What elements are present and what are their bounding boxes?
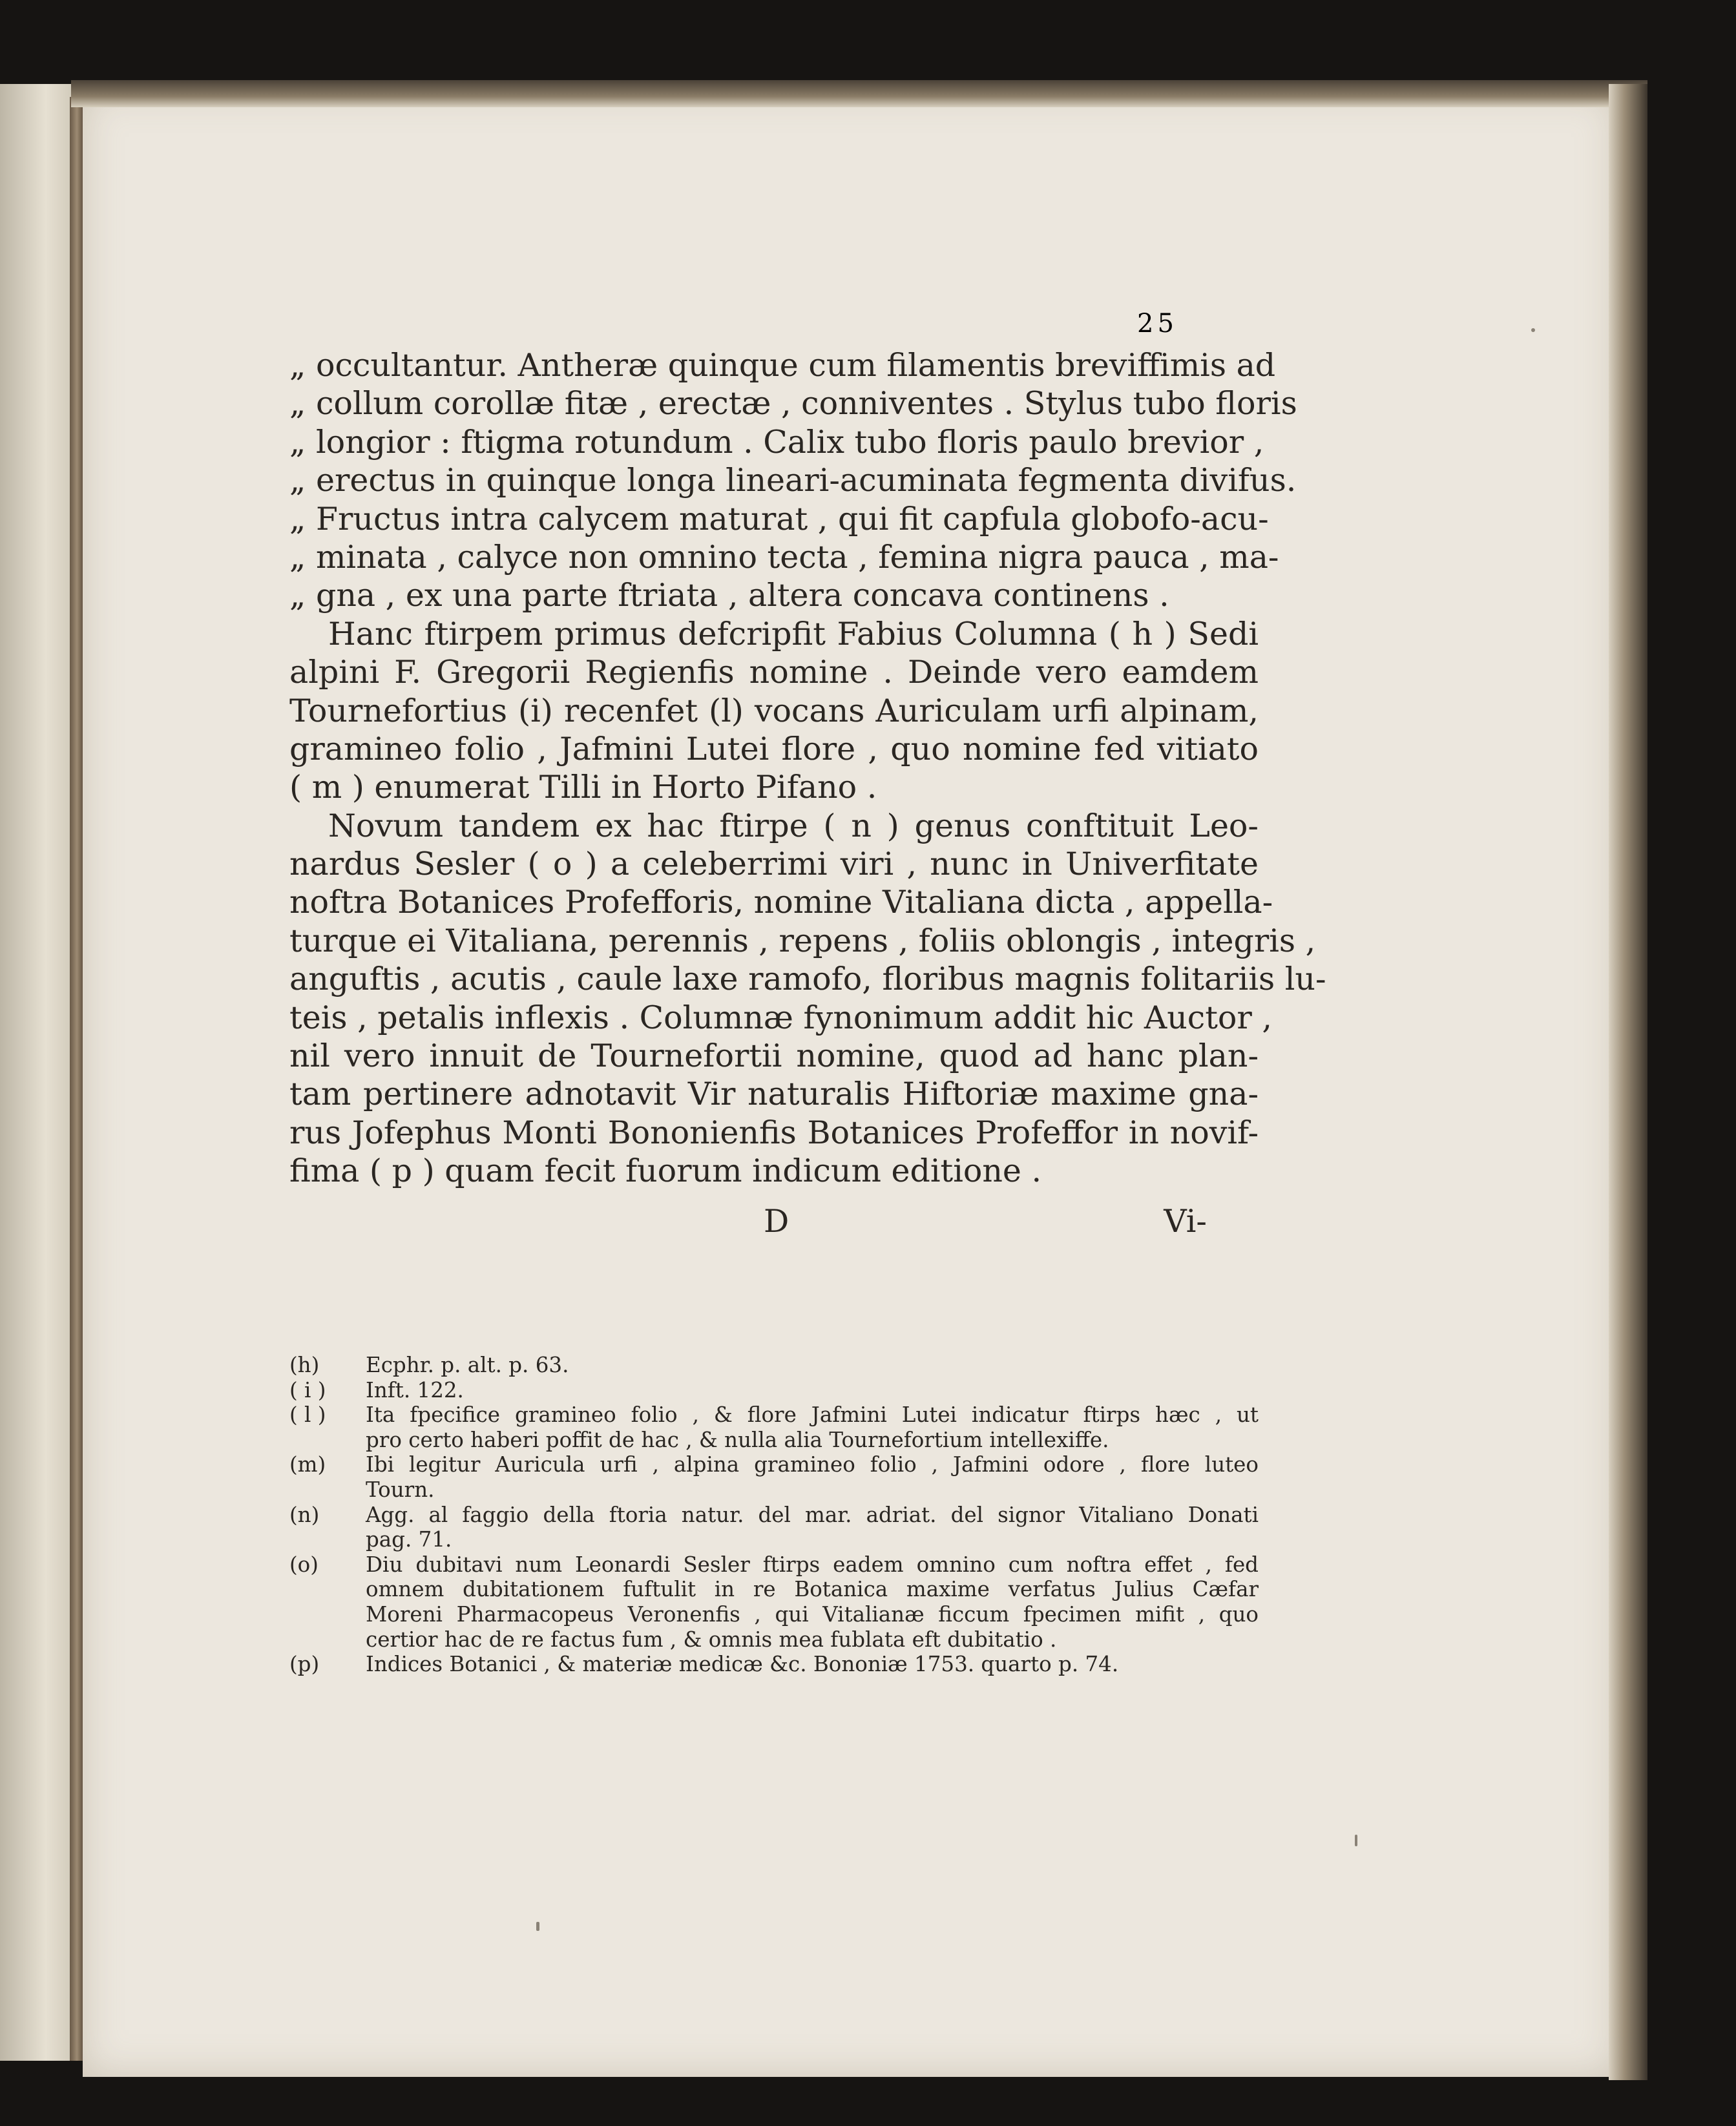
- text-line: ( m ) enumerat Tilli in Horto Pifano .: [289, 769, 877, 806]
- footnotes: [289, 1353, 1259, 1677]
- left-page-edge: [0, 84, 76, 2061]
- paper-speck: [536, 1922, 539, 1931]
- footnote-line: Ita fpecifice gramineo folio , & flore Jafmini Lutei indicatur ftirps hæc , ut: [366, 1402, 1259, 1428]
- text-line: nil vero innuit de Tournefortii nomine, quod ad hanc plan-: [289, 1037, 1259, 1075]
- page-fore-edge: [1609, 84, 1647, 2080]
- text-line: Novum tandem ex hac ftirpe ( n ) genus conftituit Leo-: [328, 807, 1259, 844]
- paper-speck: [1531, 328, 1535, 332]
- footnote-marker: (p): [289, 1652, 320, 1677]
- footnote-line: Inft. 122.: [366, 1377, 464, 1402]
- main-text: [289, 346, 1326, 1191]
- footnote-line: Ecphr. p. alt. p. 63.: [366, 1353, 569, 1377]
- footnote-line: omnem dubitationem fuftulit in re Botanica maxime verfatus Julius Cæfar: [366, 1577, 1259, 1602]
- text-line: fima ( p ) quam fecit fuorum indicum editione .: [289, 1152, 1042, 1190]
- text-line: teis , petalis inflexis . Columnæ fynonimum addit hic Auctor ,: [289, 999, 1272, 1036]
- text-line: rus Jofephus Monti Bononienfis Botanices Profeffor in novif-: [289, 1114, 1259, 1151]
- footnote: [289, 1452, 1259, 1502]
- text-line: „ occultantur. Antheræ quinque cum filamentis breviffimis ad: [289, 347, 1276, 384]
- text-line: alpini F. Gregorii Regienfis nomine . Deinde vero eamdem: [289, 654, 1259, 691]
- footnote-line: certior hac de re factus fum , & omnis mea fublata eft dubitatio .: [366, 1627, 1057, 1652]
- footnote: [289, 1503, 1259, 1552]
- page-number: 25: [1137, 309, 1178, 339]
- footnote-marker: (m): [289, 1452, 326, 1477]
- text-line: „ collum corollæ fitæ , erectæ , conniventes . Stylus tubo floris: [289, 385, 1297, 422]
- text-line: nardus Sesler ( o ) a celeberrimi viri , nunc in Univerfitate: [289, 846, 1259, 883]
- footnote-line: Diu dubitavi num Leonardi Sesler ftirps eadem omnino cum noftra effet , fed: [366, 1552, 1259, 1577]
- text-line: turque ei Vitaliana, perennis , repens , foliis oblongis , integris ,: [289, 922, 1316, 959]
- footnote-marker: (o): [289, 1552, 319, 1577]
- text-line: „ gna , ex una parte ftriata , altera concava continens .: [289, 577, 1169, 614]
- footnote: [289, 1652, 1259, 1677]
- footnote-line: pro certo haberi poffit de hac , & nulla alia Tournefortium intellexiffe.: [366, 1427, 1109, 1452]
- signature-mark: D: [764, 1203, 790, 1240]
- text-line: noftra Botanices Profefforis, nomine Vitaliana dicta , appella-: [289, 884, 1273, 921]
- text-line: tam pertinere adnotavit Vir naturalis Hiftoriæ maxime gna-: [289, 1076, 1259, 1113]
- footnote: [289, 1378, 1259, 1403]
- signature-line: [289, 1203, 1207, 1242]
- footnote-line: Ibi legitur Auricula urfi , alpina gramineo folio , Jafmini odore , flore luteo: [366, 1452, 1259, 1477]
- text-line: anguftis , acutis , caule laxe ramofo, floribus magnis folitariis lu-: [289, 961, 1326, 998]
- footnote-line: Tourn.: [366, 1477, 435, 1502]
- text-line: Hanc ftirpem primus defcripfit Fabius Columna ( h ) Sedi: [328, 615, 1259, 652]
- footnote-line: Indices Botanici , & materiæ medicæ &c. Bononiæ 1753. quarto p. 74.: [366, 1652, 1119, 1677]
- book-top-edge: [71, 80, 1647, 107]
- footnote: [289, 1353, 1259, 1378]
- text-line: Tournefortius (i) recenfet (l) vocans Auriculam urfi alpinam,: [289, 692, 1259, 729]
- footnote: [289, 1552, 1259, 1652]
- catchword: Vi-: [1164, 1203, 1207, 1240]
- text-line: „ longior : ftigma rotundum . Calix tubo floris paulo brevior ,: [289, 423, 1264, 461]
- text-line: gramineo folio , Jafmini Lutei flore , quo nomine fed vitiato: [289, 730, 1259, 767]
- footnote-marker: (n): [289, 1502, 320, 1527]
- footnote-line: pag. 71.: [366, 1527, 452, 1552]
- footnote-line: Agg. al faggio della ftoria natur. del mar. adriat. del signor Vitaliano Donati: [366, 1502, 1259, 1527]
- text-line: „ minata , calyce non omnino tecta , femina nigra pauca , ma-: [289, 538, 1279, 576]
- book-spine: [70, 97, 84, 2061]
- paper-speck: [1355, 1835, 1357, 1846]
- text-line: „ erectus in quinque longa lineari-acuminata fegmenta divifus.: [289, 462, 1297, 499]
- footnote: [289, 1402, 1259, 1452]
- footnote-marker: ( l ): [289, 1402, 326, 1428]
- footnote-marker: (h): [289, 1353, 320, 1377]
- footnote-line: Moreni Pharmacopeus Veronenfis , qui Vitalianæ ficcum fpecimen mifit , quo: [366, 1601, 1259, 1627]
- footnote-marker: ( i ): [289, 1377, 326, 1402]
- text-line: „ Fructus intra calycem maturat , qui fit capfula globofo-acu-: [289, 500, 1269, 537]
